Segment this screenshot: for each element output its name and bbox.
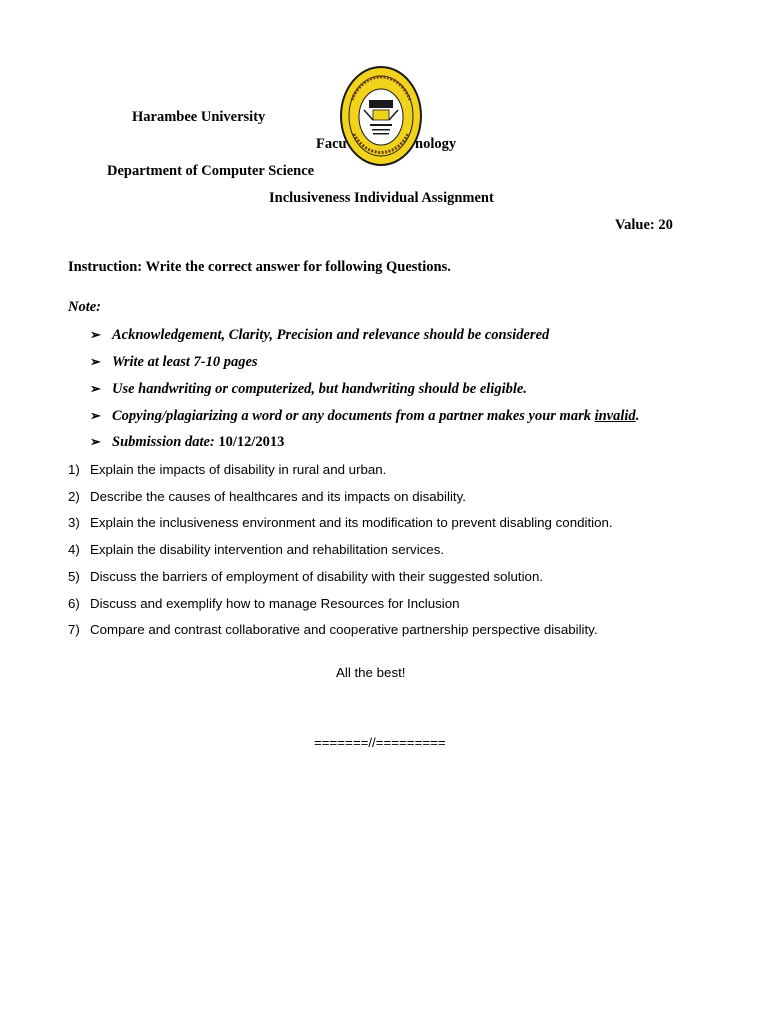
university-name: Harambee University: [132, 109, 266, 125]
arrow-bullet-icon: ➢: [90, 434, 101, 449]
question-item: 5) Discuss the barriers of employment of disability with their suggested solution.: [68, 569, 544, 584]
arrow-bullet-icon: ➢: [90, 327, 101, 342]
submission-date-line: ➢ Submission date: 10/12/2013: [90, 434, 285, 450]
question-item: 2) Describe the causes of healthcares and its impacts on disability.: [68, 489, 466, 504]
note-item: ➢ Write at least 7-10 pages: [90, 354, 258, 370]
note-item: ➢ Copying/plagiarizing a word or any documents from a partner makes your mark invalid.: [90, 408, 640, 424]
invalid-word: invalid: [594, 408, 636, 424]
faculty-label-right: nology: [415, 136, 457, 152]
faculty-label-left: Facu: [316, 136, 347, 152]
submission-date-value: 10/12/2013: [214, 434, 285, 450]
value-label: Value: 20: [615, 217, 673, 233]
separator-line: =======//=========: [314, 735, 446, 750]
arrow-bullet-icon: ➢: [90, 354, 101, 369]
question-item: 3) Explain the inclusiveness environment and its modification to prevent disabling condition.: [68, 515, 613, 530]
question-item: 4) Explain the disability intervention and rehabilitation services.: [68, 542, 445, 557]
assignment-title: Inclusiveness Individual Assignment: [269, 190, 494, 206]
question-item: 6) Discuss and exemplify how to manage Resources for Inclusion: [68, 596, 460, 611]
note-item: ➢ Use handwriting or computerized, but handwriting should be eligible.: [90, 381, 527, 397]
instruction-text: Instruction: Write the correct answer for following Questions.: [68, 259, 451, 275]
arrow-bullet-icon: ➢: [90, 408, 101, 423]
question-item: 7) Compare and contrast collaborative and cooperative partnership perspective disability.: [68, 622, 598, 637]
university-seal-icon: [340, 66, 422, 166]
note-item: ➢ Acknowledgement, Clarity, Precision and relevance should be considered: [90, 327, 550, 343]
note-label: Note:: [68, 299, 102, 315]
department-name: Department of Computer Science: [107, 163, 315, 179]
closing-text: All the best!: [336, 665, 406, 680]
question-item: 1) Explain the impacts of disability in rural and urban.: [68, 462, 387, 477]
arrow-bullet-icon: ➢: [90, 381, 101, 396]
